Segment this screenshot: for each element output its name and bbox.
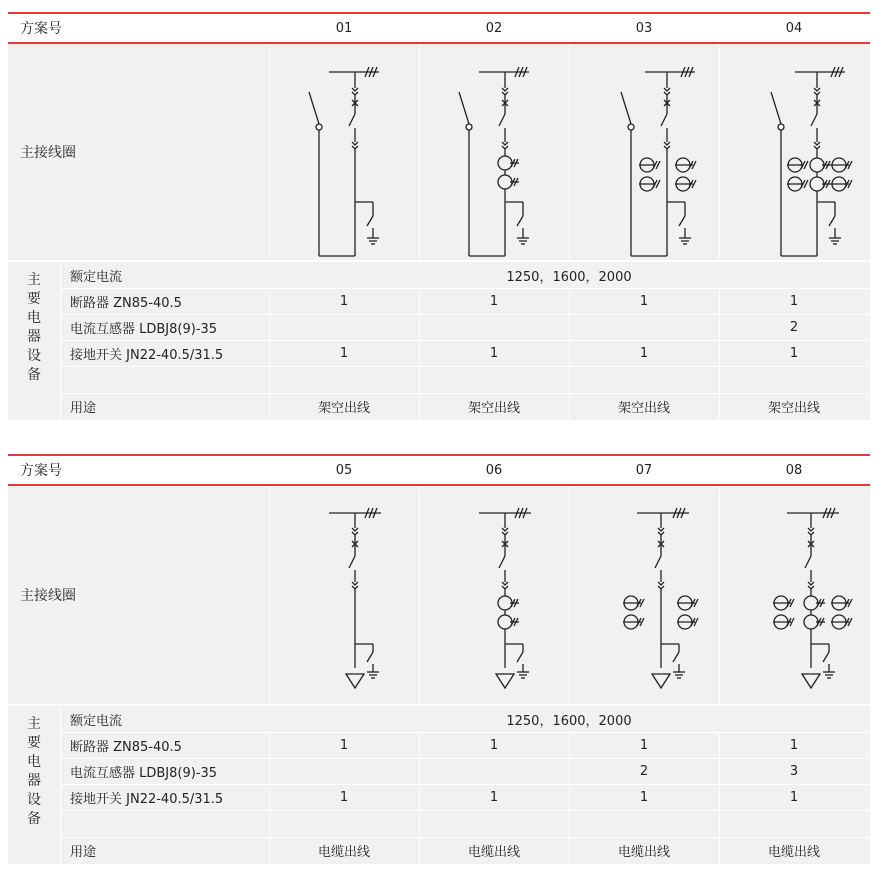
table-cell: 1 bbox=[489, 737, 499, 753]
rated-current-label: 额定电流 bbox=[70, 713, 123, 729]
main-equipment-label: 主 要 电 器 设 备 bbox=[27, 271, 41, 383]
scheme-number: 01 bbox=[335, 20, 353, 36]
table-cell bbox=[419, 314, 569, 340]
scheme-label: 方案号 bbox=[20, 21, 62, 37]
wiring-diagram-05 bbox=[269, 486, 419, 704]
table-cell: 1 bbox=[789, 345, 799, 361]
table-cell: 1 bbox=[339, 345, 349, 361]
table-cell: 1 bbox=[339, 789, 349, 805]
earthing-switch-label: 接地开关 JN22-40.5/31.5 bbox=[70, 791, 224, 807]
table-cell bbox=[269, 758, 419, 784]
table-cell bbox=[569, 314, 719, 340]
wiring-diagram-06 bbox=[419, 486, 569, 704]
scheme-number: 05 bbox=[335, 462, 353, 478]
table-cell: 1 bbox=[639, 345, 649, 361]
scheme-number: 03 bbox=[635, 20, 653, 36]
wiring-diagram-01 bbox=[269, 44, 419, 260]
main-equipment-label: 主 要 电 器 设 备 bbox=[27, 715, 41, 827]
scheme-number: 02 bbox=[485, 20, 503, 36]
breaker-label: 断路器 ZN85-40.5 bbox=[70, 295, 182, 311]
scheme-label: 方案号 bbox=[20, 463, 62, 479]
table-cell: 1 bbox=[639, 789, 649, 805]
scheme-number: 08 bbox=[785, 462, 803, 478]
usage-value: 电缆出线 bbox=[317, 845, 370, 860]
table-cell: 1 bbox=[339, 737, 349, 753]
scheme-number: 07 bbox=[635, 462, 653, 478]
wiring-diagram-08 bbox=[719, 486, 869, 704]
usage-label: 用途 bbox=[70, 401, 97, 416]
scheme-table-2 bbox=[8, 454, 870, 864]
table-cell: 1 bbox=[489, 789, 499, 805]
table-cell: 1 bbox=[489, 293, 499, 309]
usage-value: 架空出线 bbox=[617, 401, 670, 416]
earthing-switch-label: 接地开关 JN22-40.5/31.5 bbox=[70, 347, 224, 363]
table-cell: 2 bbox=[789, 319, 799, 335]
table-cell: 3 bbox=[789, 763, 799, 779]
wiring-diagram-03 bbox=[569, 44, 719, 260]
usage-value: 电缆出线 bbox=[767, 845, 820, 860]
table-cell: 1 bbox=[639, 293, 649, 309]
ct-label: 电流互感器 LDBJ8(9)-35 bbox=[70, 765, 218, 781]
scheme-number: 06 bbox=[485, 462, 503, 478]
table-cell bbox=[269, 314, 419, 340]
wiring-label: 主接线圈 bbox=[20, 588, 76, 604]
table-cell: 2 bbox=[639, 763, 649, 779]
wiring-diagram-04 bbox=[719, 44, 869, 260]
usage-value: 电缆出线 bbox=[467, 845, 520, 860]
usage-value: 电缆出线 bbox=[617, 845, 670, 860]
scheme-number: 04 bbox=[785, 20, 803, 36]
usage-value: 架空出线 bbox=[317, 401, 370, 416]
table-cell: 1 bbox=[489, 345, 499, 361]
breaker-label: 断路器 ZN85-40.5 bbox=[70, 739, 182, 755]
scheme-table-1 bbox=[8, 12, 870, 420]
usage-value: 架空出线 bbox=[767, 401, 820, 416]
wiring-diagram-02 bbox=[419, 44, 569, 260]
usage-label: 用途 bbox=[70, 845, 97, 860]
table-cell bbox=[419, 758, 569, 784]
table-cell: 1 bbox=[789, 789, 799, 805]
table-cell: 1 bbox=[639, 737, 649, 753]
table-cell: 1 bbox=[789, 293, 799, 309]
usage-value: 架空出线 bbox=[467, 401, 520, 416]
wiring-label: 主接线圈 bbox=[20, 145, 76, 161]
table-cell: 1 bbox=[789, 737, 799, 753]
rated-current-label: 额定电流 bbox=[70, 269, 123, 285]
table-cell: 1 bbox=[339, 293, 349, 309]
ct-label: 电流互感器 LDBJ8(9)-35 bbox=[70, 321, 218, 337]
rated-current-value: 1250，1600，2000 bbox=[506, 269, 632, 285]
wiring-diagram-07 bbox=[569, 486, 719, 704]
rated-current-value: 1250，1600，2000 bbox=[506, 713, 632, 729]
